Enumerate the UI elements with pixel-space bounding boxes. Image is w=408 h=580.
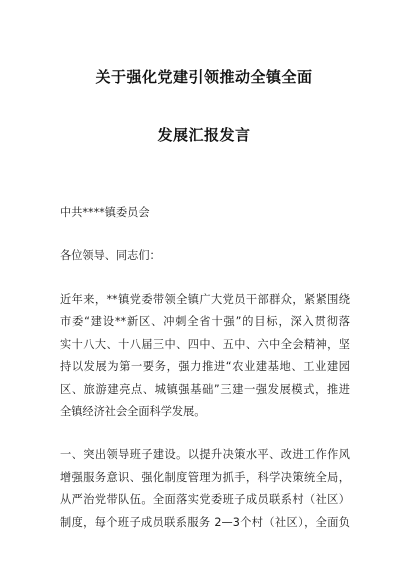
document-title-line-2: 发展汇报发言	[157, 126, 251, 144]
paragraph-2-line: 一、突出领导班子建设。以提升决策水平、改进工作作风	[60, 448, 350, 461]
paragraph-1-line: 持以发展为第一要务，强力推进“农业建基地、工业建园	[60, 360, 350, 373]
paragraph-2-line: 制度，每个班子成员联系服务 2—3个村（社区），全面负	[60, 516, 350, 529]
paragraph-2-line: 从严治党带队伍。全面落实党委班子成员联系村（社区）	[60, 493, 350, 506]
sender-line: 中共****镇委员会	[60, 206, 150, 219]
paragraph-1-line: 市委“建设**新区、冲刺全省十强”的目标，深入贯彻落	[60, 315, 350, 328]
paragraph-1-line: 全镇经济社会全面科学发展。	[60, 405, 206, 418]
document-title-line-1: 关于强化党建引领推动全镇全面	[95, 68, 313, 86]
paragraph-1-line: 实十八大、十八届三中、四中、五中、六中全会精神，坚	[60, 338, 350, 351]
paragraph-1-line: 区、旅游建亮点、城镇强基础”三建一强发展模式，推进	[60, 383, 350, 396]
salutation-line: 各位领导、同志们：	[60, 249, 161, 262]
paragraph-1-line: 近年来，**镇党委带领全镇广大党员干部群众，紧紧围绕	[60, 293, 350, 306]
paragraph-2-line: 增强服务意识、强化制度管理为抓手，科学决策统全局，	[60, 471, 350, 484]
